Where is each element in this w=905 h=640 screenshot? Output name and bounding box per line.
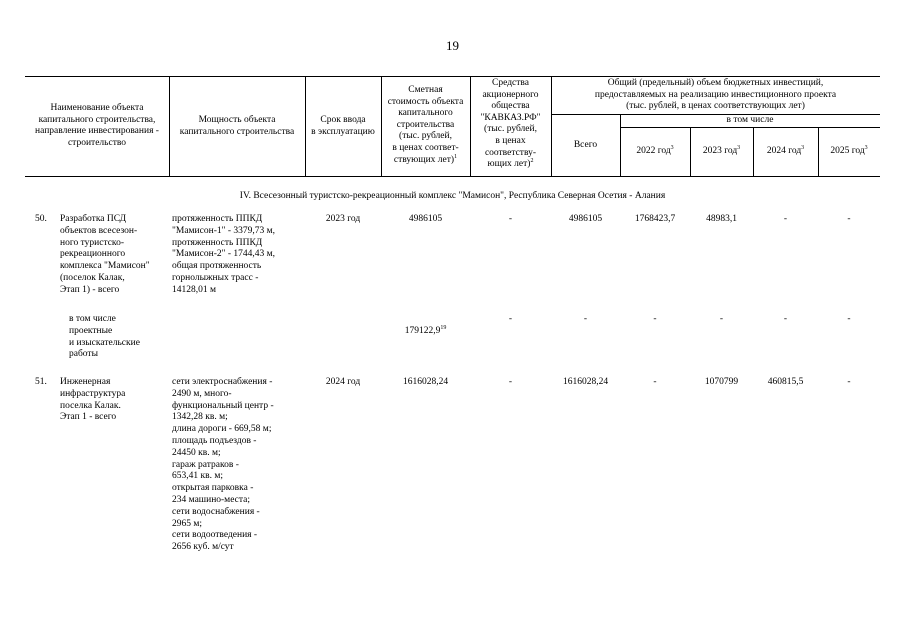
- company-funds: -: [508, 377, 513, 387]
- estimate-cost-footnote: 19: [440, 324, 447, 331]
- commission-term: 2023 год: [325, 214, 361, 224]
- header-budget: Общий (предельный) объем бюджетных инвестиций, предоставляемых на реализацию инвестиционного проекта (тыс. рублей, в ценах соответствующих лет): [594, 78, 837, 112]
- year-2023-label: 2023 год: [702, 146, 738, 156]
- section-title: IV. Всесезонный туристско-рекреационный комплекс "Мамисон", Республика Северная Осетия - Алания: [239, 191, 666, 201]
- estimate-cost: 4986105: [408, 214, 443, 224]
- year-2025-label: 2025 год: [830, 146, 865, 156]
- header-year-2023: [690, 146, 753, 158]
- budget-2025: -: [847, 377, 851, 387]
- commission-term: 2024 год: [325, 377, 361, 387]
- header-funds: [470, 78, 551, 171]
- estimate-cost: [381, 314, 470, 338]
- header-capacity: Мощность объекта капитального строительства: [179, 115, 295, 137]
- row-number: 50.: [35, 214, 47, 224]
- object-capacity: протяженность ППКД "Мамисон-1" - 3379,73 м, протяженность ППКД "Мамисон-2" - 1744,43 м, общая протяженность горнолыжных трасс - 14128,01 м: [172, 214, 276, 295]
- table-header-bottom-rule: [25, 176, 880, 177]
- year-2024-footnote: 3: [801, 144, 805, 151]
- page-number: 19: [446, 38, 459, 53]
- budget-2023: -: [719, 314, 724, 324]
- header-year-2025: [818, 146, 880, 158]
- header-estimate-text: Сметная стоимость объекта капитального строительства (тыс. рублей, в ценах соответ- ствующих лет): [387, 85, 464, 165]
- year-2025-footnote: 3: [864, 144, 868, 151]
- budget-2024: -: [783, 214, 788, 224]
- budget-2023: 48983,1: [706, 214, 737, 224]
- budget-2023: 1070799: [704, 377, 739, 387]
- header-funds-footnote: 2: [530, 158, 534, 164]
- header-estimate: [381, 85, 470, 166]
- budget-2022: -: [653, 377, 657, 387]
- header-funds-text: Средства акционерного общества "КАВКАЗ.РФ" (тыс. рублей, в ценах соответству- ющих лет): [480, 78, 541, 170]
- object-name: Инженерная инфраструктура поселка Калак. Этап 1 - всего: [60, 377, 126, 423]
- row-number: 51.: [35, 377, 47, 387]
- budget-total: 4986105: [568, 214, 603, 224]
- header-name: Наименование объекта капитального строительства, направление инвестирования - строительство: [35, 103, 159, 148]
- budget-2025: -: [847, 314, 851, 324]
- year-2022-label: 2022 год: [636, 146, 671, 156]
- company-funds: -: [508, 314, 513, 324]
- year-2023-footnote: 3: [737, 144, 741, 151]
- header-term: Срок ввода в эксплуатацию: [311, 115, 375, 137]
- object-capacity: сети электроснабжения - 2490 м, много- функциональный центр - 1342,28 кв. м; длина дороги - 669,58 м; площадь подъездов - 24450 кв. м; гараж ратраков - 653,41 кв. м; открытая парковка - 234 машино-места; сети водоснабжения - 2965 м; сети водоотведения - 2656 куб. м/сут: [172, 377, 274, 553]
- budget-2022: -: [653, 314, 657, 324]
- year-2022-footnote: 3: [670, 144, 674, 151]
- object-name: Разработка ПСД объектов всесезон- ного туристско- рекреационного комплекса "Мамисон" (поселок Калак, Этап 1) - всего: [60, 214, 150, 295]
- header-year-2022: [620, 146, 690, 158]
- header-total: Всего: [573, 140, 598, 150]
- object-name: в том числе проектные и изыскательские работы: [69, 314, 140, 360]
- table-top-rule: [25, 76, 880, 77]
- estimate-cost-value: 179122,9: [404, 325, 441, 336]
- budget-2025: -: [847, 214, 851, 224]
- year-2024-label: 2024 год: [766, 146, 802, 156]
- header-estimate-footnote: 1: [454, 153, 458, 160]
- estimate-cost: 1616028,24: [402, 377, 449, 387]
- company-funds: -: [508, 214, 513, 224]
- header-year-2024: [753, 146, 818, 158]
- header-including: в том числе: [726, 115, 774, 125]
- budget-2024: 460815,5: [767, 377, 804, 387]
- including-subheader-rule: [620, 127, 880, 128]
- budget-2024: -: [783, 314, 788, 324]
- budget-2022: 1768423,7: [634, 214, 676, 224]
- budget-total: -: [583, 314, 588, 324]
- budget-total: 1616028,24: [562, 377, 609, 387]
